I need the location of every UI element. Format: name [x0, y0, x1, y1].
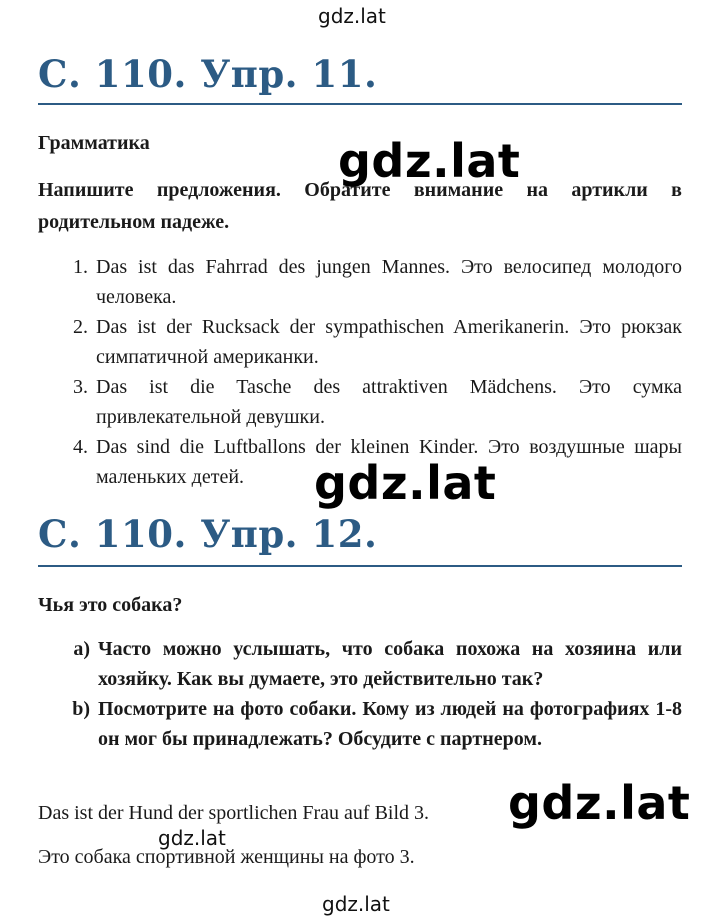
watermark-top: gdz.lat: [318, 4, 386, 28]
list-item-number: 3.: [73, 376, 88, 398]
sentence-list: [38, 252, 682, 492]
list-item-number: 4.: [73, 436, 88, 458]
list-item: [38, 312, 682, 372]
list-item: [38, 432, 682, 492]
list-item-number: 2.: [73, 316, 88, 338]
answer-german: Das ist der Hund der sportlichen Frau auf Bild 3.: [38, 802, 430, 824]
list-item-number: 1.: [73, 256, 88, 278]
list-item: [38, 694, 682, 754]
section-title: Грамматика: [38, 132, 150, 154]
exercise-12-heading: С. 110. Упр. 12.: [38, 512, 378, 556]
watermark-bottom: gdz.lat: [322, 892, 390, 916]
list-item-number: a): [73, 638, 90, 660]
list-item-text: Посмотрите на фото собаки. Кому из людей на фотографиях 1-8 он мог бы принадлежать? Обсудите с партнером.: [98, 698, 682, 750]
task-instructions: Напишите предложения. Обратите внимание на артикли в родительном падеже.: [38, 179, 682, 233]
answer-russian: Это собака спортивной женщины на фото 3.: [38, 846, 415, 868]
task-list: [38, 634, 682, 754]
watermark-large: gdz.lat: [314, 456, 497, 510]
list-item: [38, 252, 682, 312]
heading-divider: [38, 103, 682, 105]
watermark-large: gdz.lat: [508, 776, 691, 830]
list-item-text: Das sind die Luftballons der kleinen Kinder. Это воздушные шары маленьких детей.: [96, 436, 682, 488]
list-item-text: Das ist der Rucksack der sympathischen Amerikanerin. Это рюкзак симпатичной американки.: [96, 316, 682, 368]
list-item-text: Das ist die Tasche des attraktiven Mädchens. Это сумка привлекательной девушки.: [96, 376, 682, 428]
list-item-text: Das ist das Fahrrad des jungen Mannes. Это велосипед молодого человека.: [96, 256, 682, 308]
question-title: Чья это собака?: [38, 594, 183, 616]
list-item: [38, 372, 682, 432]
list-item-text: Часто можно услышать, что собака похожа на хозяина или хозяйку. Как вы думаете, это действительно так?: [98, 638, 682, 690]
heading-divider: [38, 565, 682, 567]
exercise-11-heading: С. 110. Упр. 11.: [38, 52, 378, 96]
list-item-number: b): [72, 698, 90, 720]
watermark-small: gdz.lat: [158, 826, 226, 850]
list-item: [38, 634, 682, 694]
watermark-large: gdz.lat: [338, 134, 521, 188]
